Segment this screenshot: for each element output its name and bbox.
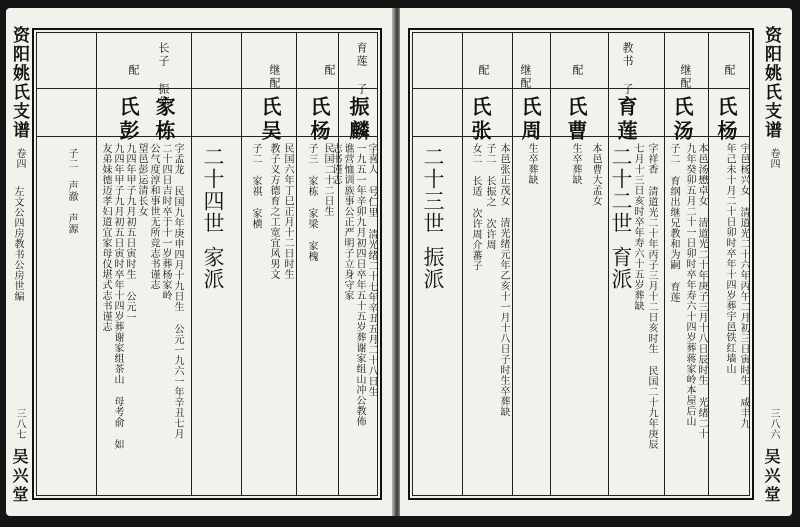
children-line: 子二 声澈 声源: [66, 148, 77, 234]
person-name: 氏曹: [564, 96, 588, 144]
page-number-right: 三八六: [768, 408, 779, 440]
bio-line: 本邑张正茂女 清光绪元年乙亥十一月十八日子时生卒葬缺: [498, 143, 509, 417]
header-rule: [36, 88, 378, 89]
bio-line: 九四年甲子九月初五日寅时生 公元一: [124, 143, 135, 323]
bio-line: 本邑汤懋卓女 清道光二十年庚子三月十八日辰时生 光绪二十: [696, 143, 707, 439]
column-divider: [191, 32, 192, 496]
header-rule: [412, 88, 750, 89]
bio-line: 友弟妹德迈孝妇道宜家母仪堪式志书谨志: [100, 143, 111, 332]
column-divider: [296, 32, 297, 496]
hall-name-right: 吴兴堂: [762, 448, 781, 505]
bio-line: 二十四日吉时卒于十一岁葬杨家岭: [160, 143, 171, 301]
bio-line: 民国二十二日生: [322, 143, 333, 217]
relation-label: 育莲 子: [355, 42, 368, 96]
person-name: 氏吴: [258, 96, 282, 144]
children-line: 子二 家祺 家横: [250, 143, 261, 229]
person-name: 氏张: [468, 96, 492, 144]
person-name: 育莲: [614, 96, 638, 144]
page-number-left: 三八七: [14, 408, 25, 440]
bio-line: 年己未十月二十日卯时卒年十四岁葬宇邑铁红墙山: [724, 143, 735, 374]
bio-line: 宇邑杨兴女 清道光二十六年丙午二月初三日寅时生 咸丰九: [738, 143, 749, 429]
column-divider: [550, 32, 551, 496]
children-line: 子二 育纲出继兄教和为嗣 育莲: [668, 143, 679, 303]
spouse-label: 配: [323, 64, 336, 77]
volume-label-right: 卷四: [768, 148, 779, 169]
bio-line: 公气度淳和事世无所竞志书谨志: [148, 143, 159, 290]
bio-line: 本邑曹大孟女: [590, 143, 601, 206]
spouse-label: 配: [477, 64, 490, 77]
spouse-label: 继配: [679, 64, 692, 90]
children-line: 子二 长振之 次许周: [484, 143, 495, 250]
bio-line: 字孟龙 民国九年庚申四月十九日生 公元一九六一年辛丑七月: [172, 143, 183, 439]
generation-name: 家派: [201, 246, 225, 290]
children-line: 女二 长适 次许周介蕃子: [470, 143, 481, 271]
bio-line: 望邑彭运清长女: [136, 143, 147, 217]
person-name: 家栋: [152, 96, 176, 144]
spouse-label: 继配: [519, 64, 532, 90]
relation-label: 长子 振邻: [157, 42, 170, 109]
bio-line: 九年癸卯五月二十一日卯时卒年寿六十四岁葬蒋家岭本屋后山: [684, 143, 695, 427]
person-name: 氏彭: [116, 96, 140, 144]
spouse-label: 配: [723, 64, 736, 77]
book-title-right: 资阳姚氏支谱: [761, 26, 781, 140]
column-divider: [512, 32, 513, 496]
branch-note: 左文公四房教书公房世编: [12, 186, 23, 302]
spouse-label: 配: [127, 64, 140, 77]
bio-line: 民国六年丁巳正月十二日时生: [282, 143, 293, 280]
generation-name: 育派: [609, 246, 633, 290]
volume-label-left: 卷四: [14, 148, 25, 169]
bio-line: 一九五一年辛卯九月初四日卒年五十五岁葬谢家组山冲公教佈: [354, 143, 365, 427]
person-name: 氏杨: [714, 96, 738, 144]
column-divider: [96, 32, 97, 496]
hall-name-left: 吴兴堂: [10, 448, 29, 505]
person-name: 振麟: [346, 96, 370, 144]
spouse-label: 继配: [268, 64, 281, 90]
bio-line: 字祥香 清道光二十年丙子三月十二日亥时生 民国二十九年庚辰: [646, 143, 657, 450]
generation-name: 振派: [421, 246, 445, 290]
person-name: 氏周: [518, 96, 542, 144]
generation-label: 二十四世: [201, 146, 225, 234]
book-title-left: 资阳姚氏支谱: [9, 26, 29, 140]
bio-line: 九四年甲子九月初五日寅时卒年十四岁葬谢家组茶山 母考俞 如: [112, 143, 123, 450]
right-page: [400, 8, 792, 516]
bio-line: 教子义方德育之工宽宜风男文: [268, 143, 279, 280]
bio-line: 生卒葬缺: [526, 143, 537, 185]
column-divider: [241, 32, 242, 496]
relation-label: 教书 子: [621, 42, 634, 96]
left-page: [6, 8, 394, 516]
bio-line: 字喜人 号仁里 清光绪二十七年辛丑五月二十八日生: [366, 143, 377, 397]
generation-label: 二十三世: [421, 146, 445, 234]
children-line: 子三 家栋 家梁 家槐: [306, 143, 317, 262]
bio-line: 谯营恤训族事公正严明子立身守家: [342, 143, 353, 301]
person-name: 氏杨: [307, 96, 331, 144]
bio-line: 志书谨志: [330, 143, 341, 185]
bio-line: 七月十三日亥时卒年寿六十五岁葬缺: [632, 143, 643, 311]
person-name: 氏汤: [670, 96, 694, 144]
bio-line: 生卒葬缺: [570, 143, 581, 185]
generation-label: 二十二世: [609, 146, 633, 234]
column-divider: [462, 32, 463, 496]
column-divider: [664, 32, 665, 496]
column-divider: [708, 32, 709, 496]
spouse-label: 配: [571, 64, 584, 77]
